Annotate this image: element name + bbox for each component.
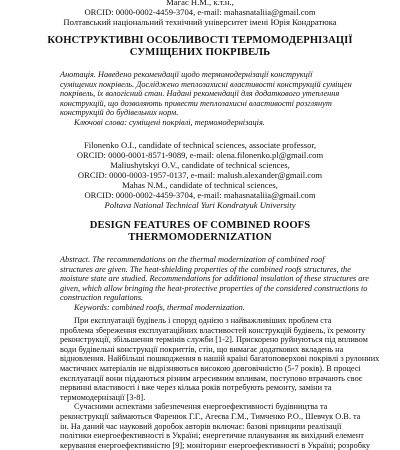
title-en-line-1: DESIGN FEATURES OF COMBINED ROOFS [89, 220, 311, 231]
body-para1-line-5: відновлення. Найбільші пошкодження в нашій країні багатоповерхові покрівлі з рулонних [60, 354, 380, 364]
abstract-en-line-4: given, which allow bringing the heat-protective properties of the considered constructions to [60, 283, 368, 293]
body-para2-line-3: ін. На даний час науковий доробок авторів включає: базові принципи реалізації [60, 421, 342, 431]
author-en-mahas: Mahas N.M., candidate of technical sciences, [122, 180, 278, 190]
body-para1-line-8: первинні властивості і вже через кілька років потребують ремонту, заміни та [60, 383, 332, 393]
keywords-en: Keywords: combined roofs, thermal modernization. [74, 302, 245, 312]
body-para1-line-6: мастичних матеріалів не відрізняються високою довговічністю (5-7 років). В процесі [60, 364, 361, 373]
affiliation-en: Poltava National Technical Yuri Kondratyuk University [104, 200, 296, 210]
orcid-en-mahas: ORCID: 0000-0002-4459-3704, e-mail: mahasnataliia@gmail.com [84, 190, 316, 200]
title-en-line-2: THERMOMODERNIZATION [128, 232, 272, 243]
abstract-en-line-2: structures are given. The heat-shielding properties of the combined roofs structures, the [60, 264, 351, 274]
abstract-en-line-5: construction regulations. [60, 293, 144, 302]
abstract-ua-line-1: Анотація. Наведено рекомендації щодо термомодернізації конструкції [60, 70, 313, 79]
affiliation-ua: Полтавський національний технічний університет імені Юрія Кондратюка [63, 17, 337, 27]
author-mahas-ua: Магас Н.М., к.т.н., [166, 0, 234, 7]
keywords-ua: Ключові слова: суміщені покрівлі, термомодернізація. [74, 117, 265, 127]
abstract-ua-line-5: конструкцій до будівельних норм. [60, 108, 179, 117]
body-para2-line-1: Сучасними аспектами забезпечення енергоефективності будівництва та [74, 402, 328, 412]
body-para1-line-3: реконструкції, збільшення термінів служби [1-2]. Прискорено руйнуються під впливом [60, 335, 368, 345]
body-para2-line-2: реконструкції займаються Фаренюк Г.Г., Агеєва Г.М., Тимченко Р.О., Шевчук О.В. та [60, 412, 361, 421]
body-para2-line-5: керування енергоефективністю [9]; моніторинг енергоефективності в Україні; розробку [60, 440, 371, 450]
body-para1-line-7: експлуатації вони піддаються різним агресивним впливам, поступово втрачають своє [60, 373, 363, 383]
author-en-filonenko: Filonenko O.I., candidate of technical sciences, associate professor, [83, 140, 317, 150]
abstract-ua-line-3: покрівель, їх вологісний стан. Надані рекомендації для додаткового утеплення [60, 89, 340, 98]
orcid-mahas-ua: ORCID: 0000-0002-4459-3704, e-mail: mahasnataliia@gmail.com [84, 7, 316, 17]
body-para1-line-9: термомодернізації [3-8]. [60, 392, 146, 402]
abstract-ua-line-2: суміщених покрівель. Досліджено теплозахисні властивості конструкцій суміщен [60, 79, 352, 89]
abstract-en-line-1: Abstract. The recommendations on the thermal modernization of combined roof [60, 255, 325, 264]
body-para2-line-4: політики енергоефективності в Україні; енергетичне планування як вихідний елемент [60, 431, 364, 441]
abstract-en-line-3: moisture state are studied. Recommendations for additional insulation of these structures are [60, 274, 369, 283]
orcid-en-filonenko: ORCID: 0000-0001-8571-9089, e-mail: olena.filonenko.pl@gmail.com [76, 150, 324, 160]
orcid-en-maliushytskyi: ORCID: 0000-0003-1957-0137, e-mail: malush.alexander@gmail.com [77, 170, 323, 180]
title-ua-line-1: КОНСТРУКТИВНІ ОСОБЛИВОСТІ ТЕРМОМОДЕРНІЗАЦІЇ [47, 35, 353, 46]
title-ua-line-2: СУМІЩЕНИХ ПОКРІВЕЛЬ [129, 47, 271, 58]
abstract-ua-line-4: конструкцій, що дозволяють привести теплозахисні властивості розглянут [60, 98, 332, 108]
author-en-maliushytskyi: Maliushytskyi O.V., candidate of technical sciences, [110, 160, 290, 170]
body-para1-line-2: проблема збереження експлуатаційних властивостей конструкцій будівель, їх ремонту [60, 325, 366, 335]
body-para1-line-4: води будівельні конструкції покриттів, стін, що вимагає додаткових вкладень на [60, 344, 344, 354]
body-para1-line-1: При експлуатації будівель і споруд однією з найважливіших проблем ста [74, 316, 332, 325]
